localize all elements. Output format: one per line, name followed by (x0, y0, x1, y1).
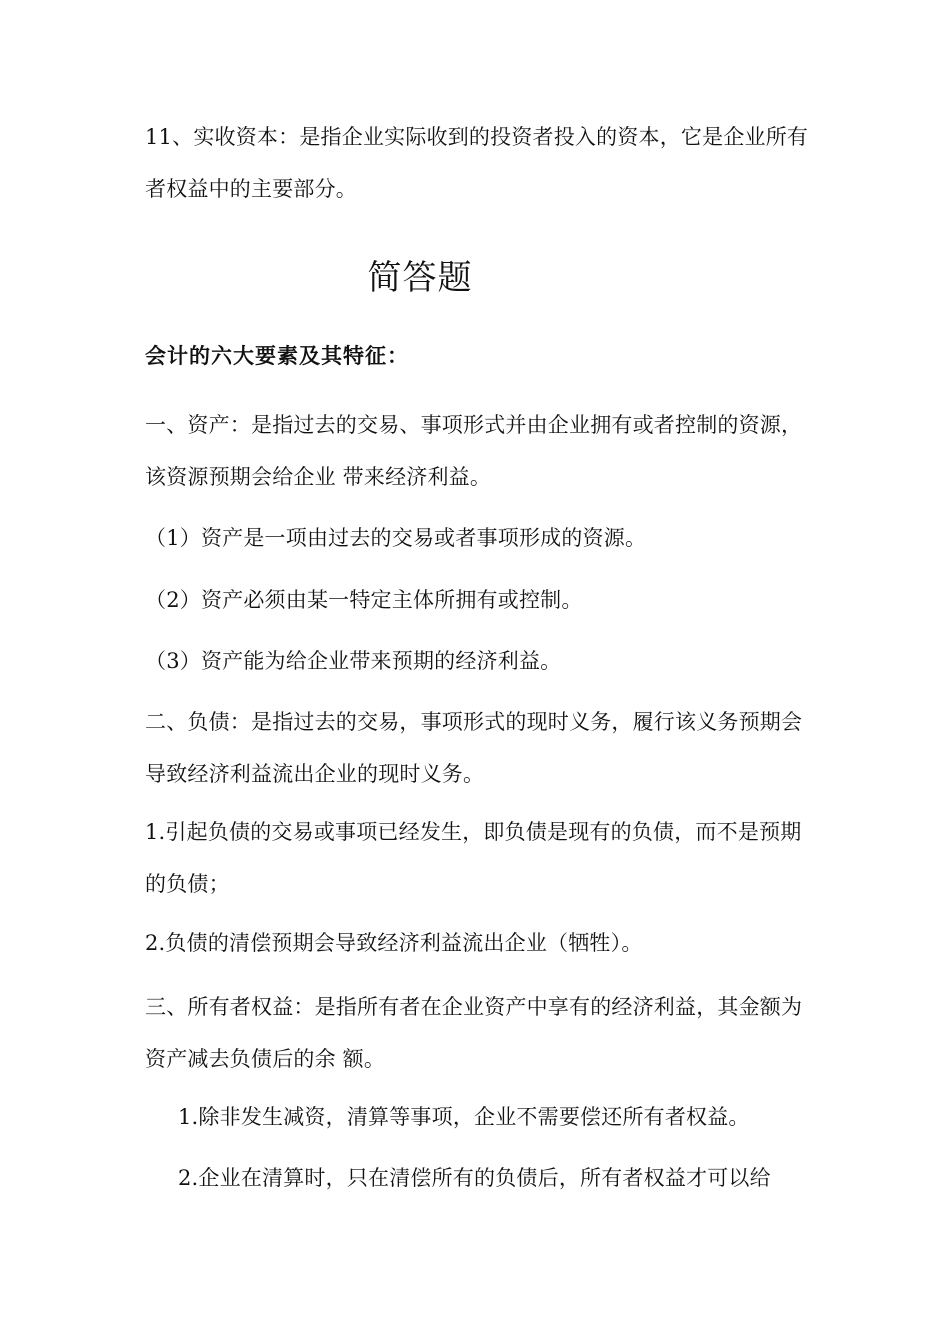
section-title: 简答题 (367, 258, 473, 298)
liability-feature-1: 1.引起负债的交易或事项已经发生，即负债是现有的负债，而不是预期的负债； (145, 820, 802, 896)
liability-definition: 二、负债：是指过去的交易，事项形式的现时义务，履行该义务预期会导致经济利益流出企业的现时义务。 (145, 710, 803, 786)
asset-definition: 一、资产：是指过去的交易、事项形式并由企业拥有或者控制的资源，该资源预期会给企业 带来经济利益。 (145, 413, 803, 489)
equity-feature-2: 2.企业在清算时，只在清偿所有的负债后，所有者权益才可以给 (178, 1166, 771, 1190)
question-heading: 会计的六大要素及其特征： (145, 344, 409, 368)
asset-feature-2: （2）资产必须由某一特定主体所拥有或控制。 (145, 588, 583, 612)
liability-feature-2: 2.负债的清偿预期会导致经济利益流出企业（牺牲）。 (145, 931, 643, 955)
equity-feature-1: 1.除非发生减资，清算等事项，企业不需要偿还所有者权益。 (178, 1105, 750, 1129)
asset-feature-3: （3）资产能为给企业带来预期的经济利益。 (145, 649, 562, 673)
definition-paid-in-capital: 11、实收资本：是指企业实际收到的投资者投入的资本，它是企业所有者权益中的主要部分。 (145, 125, 809, 201)
equity-definition: 三、所有者权益：是指所有者在企业资产中享有的经济利益，其金额为资产减去负债后的余 额。 (145, 995, 803, 1071)
asset-feature-1: （1）资产是一项由过去的交易或者事项形成的资源。 (145, 526, 647, 550)
